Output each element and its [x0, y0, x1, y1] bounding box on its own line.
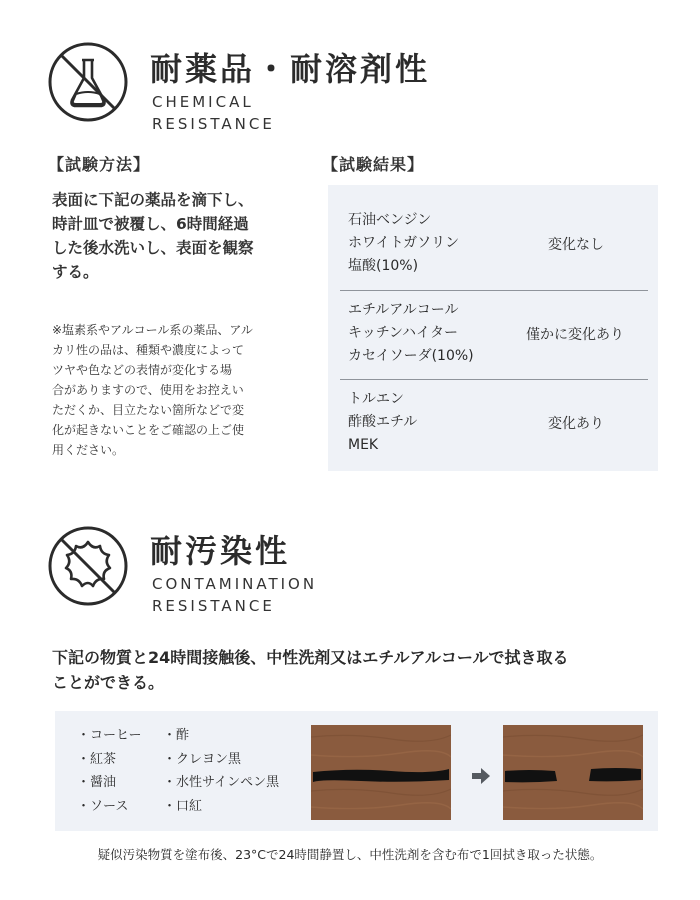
caution-note [52, 320, 312, 460]
substance-item: ・紅茶 [77, 751, 117, 767]
contamination-description [52, 645, 672, 695]
row-divider [340, 290, 648, 291]
contamination-title-en-2: RESISTANCE [152, 597, 275, 615]
chemical-name: エチルアルコール [348, 302, 459, 318]
row-divider [340, 379, 648, 380]
result-chemicals [348, 299, 474, 368]
chemical-name: 石油ベンジン [348, 212, 432, 228]
substance-item: ・醤油 [77, 775, 117, 790]
note-line: カリ性の品は、種類や濃度によって [52, 343, 245, 357]
note-line: ただくか、目立たない箇所などで変 [52, 403, 245, 417]
chemical-name: MEK [348, 437, 379, 453]
note-line: 化が起きないことをご確認の上ご使 [52, 423, 245, 437]
substance-list-2 [163, 724, 279, 818]
result-outcome: 僅かに変化あり [526, 327, 624, 343]
method-text [52, 188, 312, 284]
chemical-title-en-1: CHEMICAL [152, 93, 254, 111]
note-line: ※塩素系やアルコール系の薬品、アル [52, 323, 253, 337]
result-chemicals [348, 209, 459, 278]
substance-item: ・クレヨン黒 [163, 751, 242, 767]
chemical-name: ホワイトガソリン [348, 235, 460, 251]
results-label: 【試験結果】 [322, 155, 425, 174]
substance-item: ・口紅 [163, 798, 203, 814]
chemical-title: 耐薬品・耐溶剤性 [150, 50, 431, 88]
method-label: 【試験方法】 [48, 155, 151, 174]
before-photo [311, 725, 451, 820]
chemical-name: トルエン [348, 391, 404, 407]
chemical-name: カセイソーダ(10%) [348, 348, 474, 364]
chemical-title-en-2: RESISTANCE [152, 115, 275, 133]
substance-item: ・酢 [163, 728, 190, 743]
note-line: ツヤや色などの表情が変化する場 [52, 363, 233, 377]
lead-line: 下記の物質と24時間接触後、中性洗剤又はエチルアルコールで拭き取る [52, 648, 569, 667]
after-photo [503, 725, 643, 820]
no-stain-icon [46, 524, 130, 608]
contamination-panel [55, 711, 658, 831]
substance-item: ・コーヒー [77, 728, 142, 743]
method-line: した後水洗いし、表面を観察 [52, 239, 254, 257]
method-line: 表面に下記の薬品を滴下し、 [52, 191, 254, 209]
arrow-right-icon [470, 767, 492, 785]
result-outcome: 変化あり [548, 416, 604, 432]
contamination-title-en-1: CONTAMINATION [152, 575, 318, 593]
no-flask-icon [46, 40, 130, 124]
results-table [328, 185, 658, 471]
substance-item: ・水性サインペン黒 [163, 775, 280, 790]
substance-item: ・ソース [77, 798, 129, 814]
note-line: 合がありますので、使用をお控えい [52, 383, 244, 397]
result-chemicals [348, 388, 417, 457]
method-line: する。 [52, 263, 99, 281]
contamination-title: 耐汚染性 [150, 532, 291, 570]
method-line: 時計皿で被覆し、6時間経過 [52, 215, 249, 233]
chemical-name: キッチンハイター [348, 325, 459, 341]
lead-line: ことができる。 [52, 673, 165, 692]
chemical-name: 酢酸エチル [348, 414, 418, 430]
caption: 疑似汚染物質を塗布後、23°Cで24時間静置し、中性洗剤を含む布で1回拭き取った状態。 [97, 847, 603, 862]
chemical-name: 塩酸(10%) [348, 258, 419, 274]
substance-list-1 [77, 724, 141, 818]
result-outcome: 変化なし [548, 237, 604, 253]
note-line: 用ください。 [52, 443, 125, 457]
